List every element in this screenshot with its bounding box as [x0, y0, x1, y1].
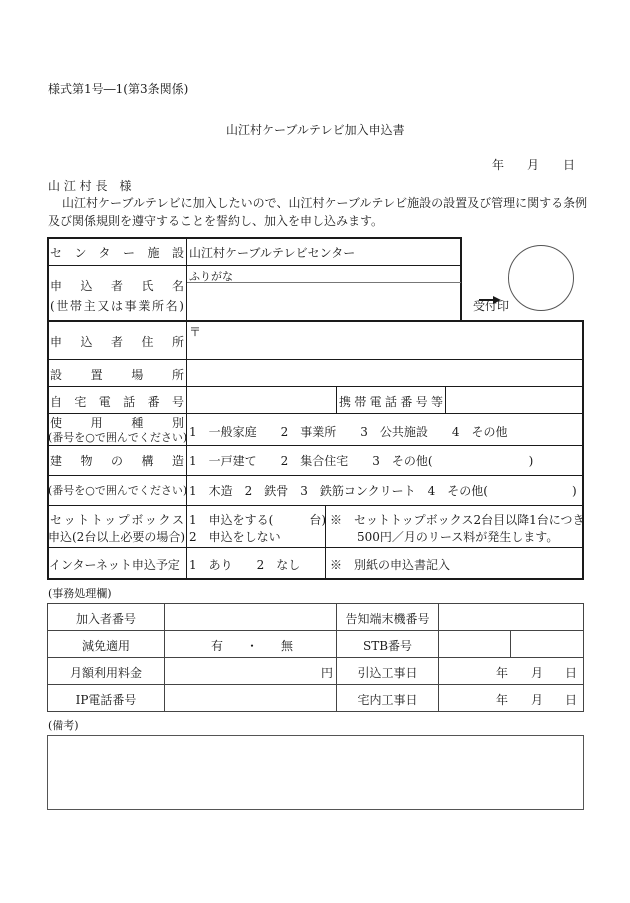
- stb-note-2: 500円／月のリース料が発生します。: [357, 530, 559, 544]
- remarks-field[interactable]: [47, 735, 584, 810]
- usage-type-note: (番号を○で囲んでください): [48, 431, 188, 444]
- subscriber-number-field[interactable]: [166, 605, 334, 629]
- home-phone-label: 自宅電話番号: [50, 395, 184, 409]
- internet-label: インターネット申込予定: [49, 558, 180, 572]
- ip-phone-number-field[interactable]: [166, 686, 334, 710]
- installation-location-field[interactable]: [189, 361, 580, 385]
- stb-option-apply[interactable]: 1 申込をする( 台): [189, 513, 326, 527]
- indoor-day-label: 日: [565, 693, 578, 707]
- lead-in-work-date-label: 引込工事日: [357, 666, 418, 680]
- building-material-options[interactable]: 1 木造 2 鉄骨 3 鉄筋コンクリート 4 その他( ): [189, 484, 577, 498]
- internet-note: ※ 別紙の申込書記入: [330, 558, 451, 572]
- applicant-name-sub-label: (世帯主又は事業所名): [50, 299, 184, 313]
- mobile-phone-field[interactable]: [448, 388, 580, 412]
- indoor-month-label: 月: [531, 693, 544, 707]
- stb-label: セットトップボックス: [50, 513, 184, 527]
- intro-line-2: 及び関係規則を遵守することを誓約し、加入を申し込みます。: [48, 214, 384, 228]
- internet-options[interactable]: 1 あり 2 なし: [189, 558, 301, 572]
- center-facility-value: 山江村ケーブルテレビセンター: [189, 246, 356, 260]
- date-day-label: 日: [563, 158, 576, 172]
- notice-terminal-number-label: 告知端末機番号: [345, 612, 430, 626]
- usage-type-label: 使用種別: [50, 416, 184, 430]
- ip-phone-number-label: IP電話番号: [75, 693, 137, 707]
- reduction-label: 減免適用: [81, 639, 130, 653]
- addressee: 山 江 村 長 様: [48, 179, 132, 193]
- building-type-options[interactable]: 1 一戸建て 2 集合住宅 3 その他( ): [189, 454, 534, 468]
- stb-number-label: STB番号: [362, 639, 413, 653]
- stb-sub-label: 申込(2台以上必要の場合): [48, 530, 185, 544]
- applicant-name-label: 申込者氏名: [50, 279, 184, 293]
- applicant-name-field[interactable]: [189, 284, 459, 319]
- subscriber-number-label: 加入者番号: [75, 612, 136, 626]
- reception-seal-label: 受付印: [473, 299, 510, 313]
- center-facility-label: センター施設: [50, 246, 184, 260]
- lead-in-month-label: 月: [531, 666, 544, 680]
- applicant-address-field[interactable]: [200, 323, 580, 358]
- date-month-label: 月: [527, 158, 540, 172]
- mobile-phone-label: 携帯電話番号等: [339, 395, 443, 409]
- stb-number-field-2[interactable]: [512, 632, 582, 656]
- building-structure-note: (番号を○で囲んでください): [48, 484, 188, 497]
- date-year-label: 年: [492, 158, 505, 172]
- monthly-fee-field[interactable]: [166, 659, 316, 683]
- intro-line-1: 山江村ケーブルテレビに加入したいので、山江村ケーブルテレビ施設の設置及び管理に関する条例: [62, 196, 588, 210]
- reduction-no[interactable]: 無: [281, 639, 294, 653]
- stb-number-field-1[interactable]: [440, 632, 509, 656]
- lead-in-day-label: 日: [565, 666, 578, 680]
- notice-terminal-number-field[interactable]: [440, 605, 582, 629]
- monthly-fee-label: 月額利用料金: [69, 666, 142, 680]
- reduction-separator: ・: [246, 639, 259, 653]
- furigana-label: ふりがな: [189, 270, 233, 283]
- office-section-label: (事務処理欄): [48, 587, 112, 600]
- form-number: 様式第1号―1(第3条関係): [48, 82, 189, 96]
- remarks-label: (備考): [48, 719, 79, 732]
- yen-unit: 円: [321, 666, 334, 680]
- stb-note-1: ※ セットトップボックス2台目以降1台につき: [330, 513, 585, 527]
- reception-seal-circle: [508, 245, 574, 311]
- stb-option-no-apply[interactable]: 2 申込をしない: [189, 530, 281, 544]
- reduction-yes[interactable]: 有: [211, 639, 224, 653]
- installation-location-label: 設置場所: [50, 368, 184, 382]
- applicant-address-label: 申込者住所: [50, 335, 184, 349]
- postal-mark: 〒: [189, 325, 202, 339]
- usage-type-options[interactable]: 1 一般家庭 2 事業所 3 公共施設 4 その他: [189, 425, 508, 439]
- home-phone-field[interactable]: [189, 388, 334, 412]
- form-title: 山江村ケーブルテレビ加入申込書: [226, 123, 405, 137]
- indoor-year-label: 年: [496, 693, 509, 707]
- lead-in-year-label: 年: [496, 666, 509, 680]
- indoor-work-date-label: 宅内工事日: [357, 693, 418, 707]
- building-structure-label: 建物の構造: [50, 454, 184, 468]
